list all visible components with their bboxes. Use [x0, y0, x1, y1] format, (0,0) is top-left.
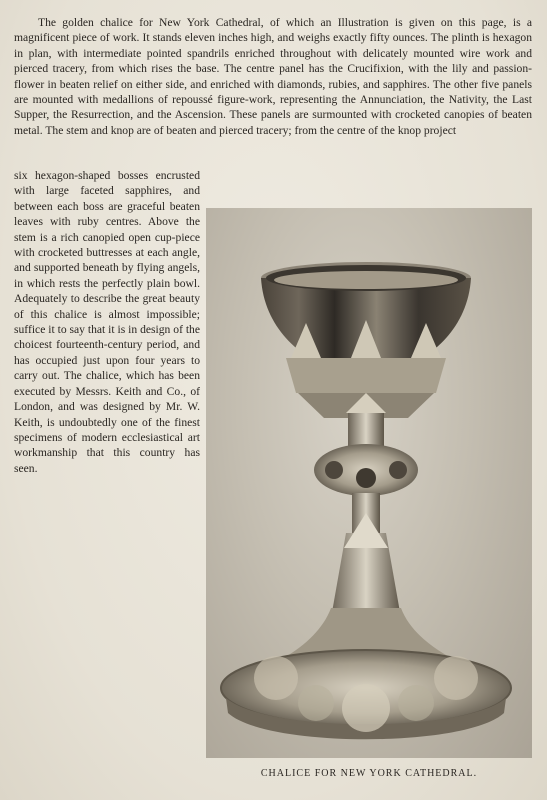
article-column-text: six hexagon-shaped bosses encrusted with large faceted sapphires, and between each boss are graceful beaten leaves with ruby centres. Above the stem is a rich canopied open cup-piece with crocketed buttresses at each angle, and supported beneath by flying angels, in which rests the perfectly plain bowl. Adequately to describe the great beauty of this chalice is almost impossible; suffice it to say that it is in design of the choicest fourteenth-century period, and has occupied just upon four years to carry out. The chalice, which has been executed by Messrs. Keith and Co., of London, and was designed by Mr. W. Keith, is undoubtedly one of the finest specimens of modern ecclesiastical art workmanship that this country has seen. — [14, 169, 200, 475]
article-intro-paragraph: The golden chalice for New York Cathedral, of which an Illustration is given on this page, is a magnificent piece of work. It stands eleven inches high, and weighs exactly fifty ounces. The plinth is hexagon in plan, with intermediate pointed spandrils enriched throughout with delicately mounted wire work and pierced tracery, from which rises the base. The centre panel has the Crucifixion, with the lily and passion-flower in beaten relief on either side, and enriched with diamonds, rubies, and sapphires. The other five panels are mounted with medallions of repoussé figure-work, representing the Annunciation, the Nativity, the Last Supper, the Resurrection, and the Ascension. These panels are surmounted with crocketed canopies of beaten metal. The stem and knop are of beaten and pierced tracery; from the centre of the knop project — [14, 16, 532, 137]
chalice-illustration — [206, 208, 532, 758]
figure-caption: CHALICE FOR NEW YORK CATHEDRAL. — [260, 768, 478, 779]
chalice-image — [206, 208, 532, 758]
